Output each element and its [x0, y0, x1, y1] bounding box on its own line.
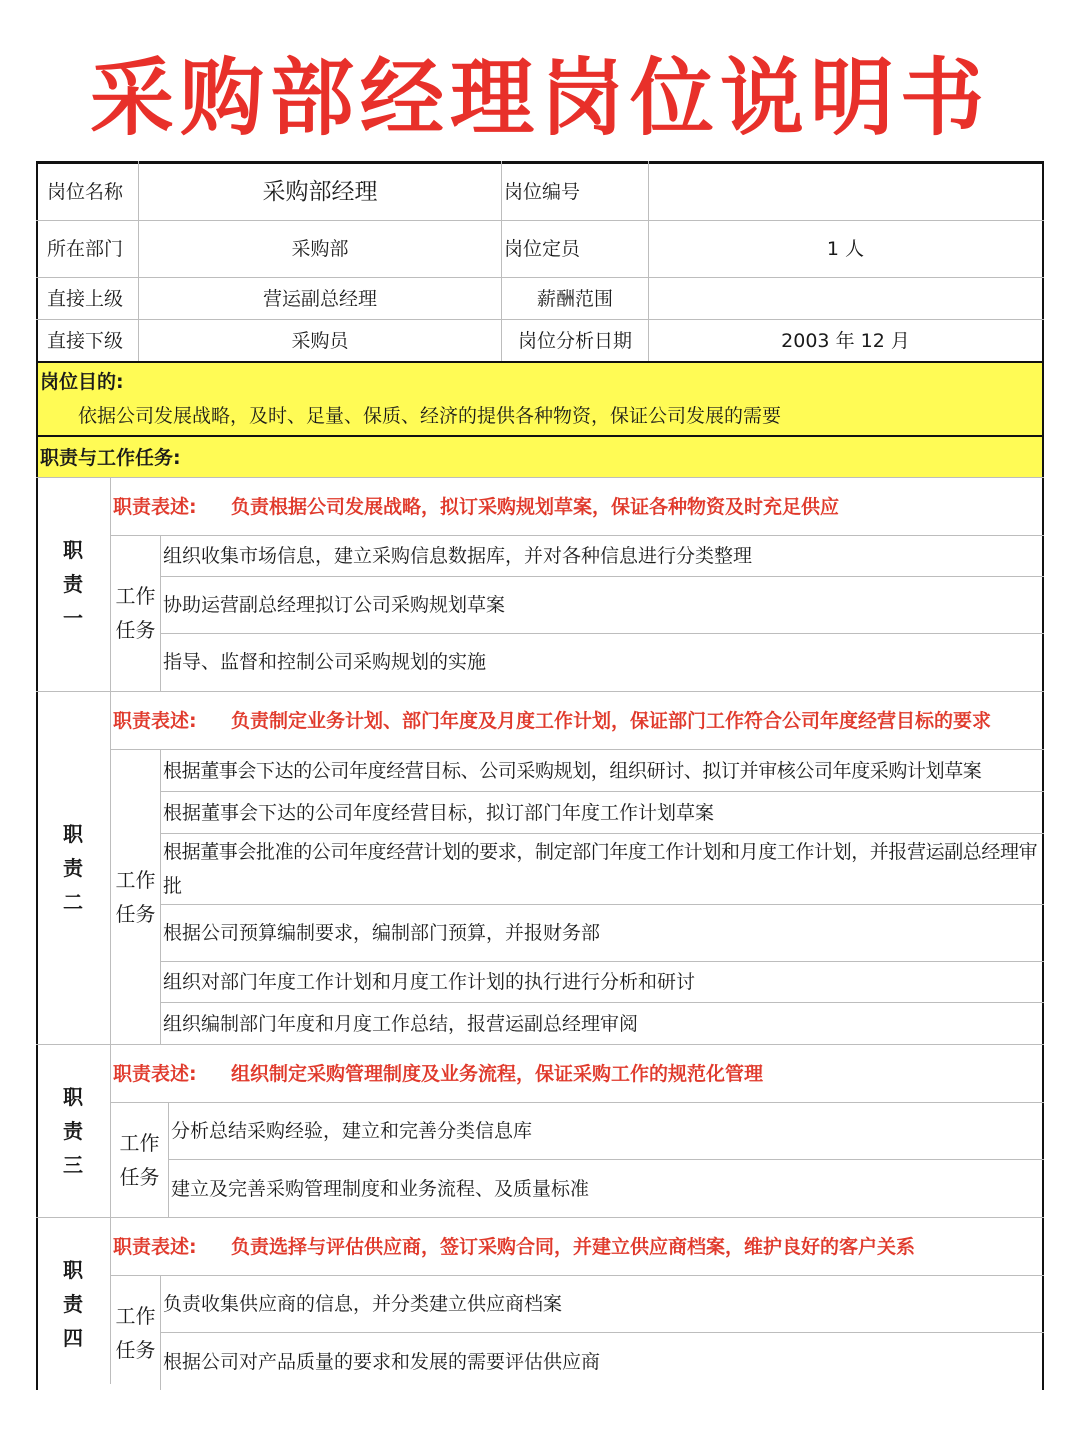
duty-4-work-label: 工作 任务	[115, 1303, 156, 1362]
label-salary-range: 薪酬范围	[536, 287, 613, 310]
duty-4-task-1: 负责收集供应商的信息，并分类建立供应商档案	[163, 1293, 563, 1315]
label-position-code: 岗位编号	[504, 181, 581, 203]
page-title: 采购部经理岗位说明书	[89, 48, 990, 147]
duty-1-task-3: 指导、监督和控制公司采购规划的实施	[163, 651, 487, 673]
duty-2-task-1: 根据董事会下达的公司年度经营目标、公司采购规划，组织研讨、拟订并审核公司年度采购计划草案	[163, 759, 982, 782]
duty-1-task-1: 组织收集市场信息，建立采购信息数据库，并对各种信息进行分类整理	[163, 545, 753, 567]
duty-1-statement: 职责表述: 负责根据公司发展战略，拟订采购规划草案，保证各种物资及时充足供应	[113, 496, 840, 518]
duty-3-statement: 职责表述: 组织制定采购管理制度及业务流程，保证采购工作的规范化管理	[113, 1063, 764, 1085]
purpose-text: 依据公司发展战略，及时、足量、保质、经济的提供各种物资，保证公司发展的需要	[78, 405, 782, 427]
duty-1-task-2: 协助运营副总经理拟订公司采购规划草案	[163, 594, 506, 616]
value-headcount: 1 人	[826, 238, 865, 260]
value-salary-range	[649, 278, 1042, 319]
value-position-name: 采购部经理	[262, 179, 378, 205]
duty-4-statement: 职责表述: 负责选择与评估供应商，签订采购合同，并建立供应商档案，维护良好的客户关系	[113, 1236, 916, 1258]
label-position-name: 岗位名称	[47, 181, 124, 203]
value-subordinate: 采购员	[291, 329, 349, 352]
duty-3-work-label: 工作 任务	[119, 1130, 160, 1189]
value-position-code	[649, 164, 1042, 220]
purpose-label: 岗位目的:	[40, 371, 124, 393]
duty-2-work-label: 工作 任务	[115, 867, 156, 926]
duty-2-task-5: 组织对部门年度工作计划和月度工作计划的执行进行分析和研讨	[163, 971, 696, 993]
duty-3-task-1: 分析总结采购经验，建立和完善分类信息库	[171, 1120, 533, 1142]
label-headcount: 岗位定员	[504, 238, 581, 260]
duties-label: 职责与工作任务:	[40, 447, 181, 469]
job-description-table	[36, 161, 1044, 1390]
value-analysis-date: 2003 年 12 月	[781, 329, 910, 352]
label-analysis-date: 岗位分析日期	[517, 329, 632, 352]
label-superior: 直接上级	[47, 287, 124, 310]
duty-4-tag: 职 责 四	[63, 1257, 83, 1350]
duty-2-task-3: 根据董事会批准的公司年度经营计划的要求，制定部门年度工作计划和月度工作计划，并报营运副总经理审批	[163, 841, 1038, 897]
value-department: 采购部	[291, 238, 349, 260]
duty-1-work-label: 工作 任务	[115, 584, 156, 642]
duty-2-task-4: 根据公司预算编制要求，编制部门预算，并报财务部	[163, 922, 601, 944]
value-superior: 营运副总经理	[262, 287, 377, 310]
duty-2-statement: 职责表述: 负责制定业务计划、部门年度及月度工作计划，保证部门工作符合公司年度经营目标的要求	[113, 710, 992, 732]
duty-4-task-2: 根据公司对产品质量的要求和发展的需要评估供应商	[163, 1350, 601, 1373]
duty-3-task-2: 建立及完善采购管理制度和业务流程、及质量标准	[171, 1177, 590, 1200]
duty-3-tag: 职 责 三	[63, 1084, 83, 1177]
label-department: 所在部门	[47, 238, 124, 260]
duty-1-tag: 职 责 一	[63, 538, 83, 630]
duty-2-task-2: 根据董事会下达的公司年度经营目标，拟订部门年度工作计划草案	[163, 801, 715, 824]
label-subordinate: 直接下级	[47, 329, 124, 352]
duty-2-task-6: 组织编制部门年度和月度工作总结，报营运副总经理审阅	[163, 1012, 639, 1035]
duty-2-tag: 职 责 二	[63, 821, 83, 914]
